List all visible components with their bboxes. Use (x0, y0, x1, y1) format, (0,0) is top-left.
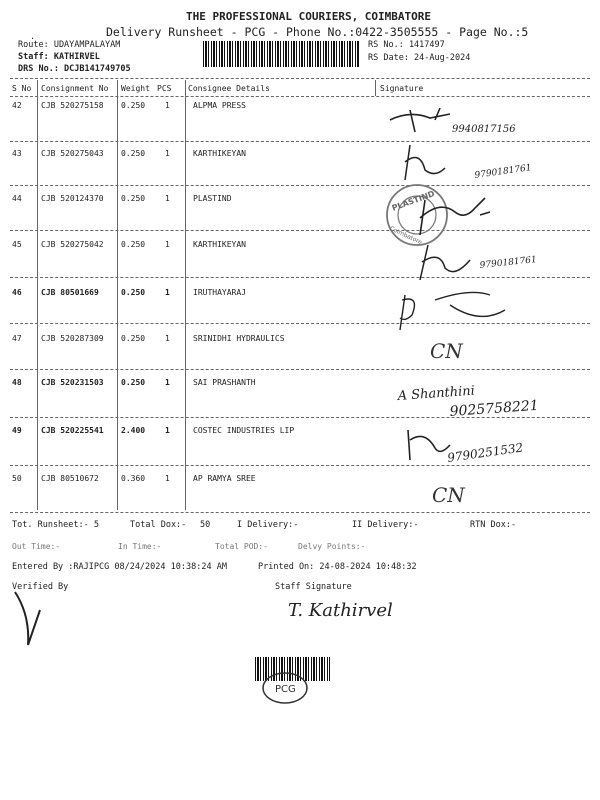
row-weight: 0.250 (121, 240, 146, 249)
rtn-dox: RTN Dox:- (470, 520, 517, 530)
signature-stroke (408, 430, 450, 460)
row-consignment: CJB 520231503 (41, 378, 104, 387)
col-weight: Weight (121, 84, 150, 93)
row-weight: 0.360 (121, 474, 146, 483)
signature-stroke (420, 198, 490, 235)
signature-stroke (405, 145, 445, 180)
dot-mark: . (30, 32, 36, 42)
signature-stroke (400, 292, 505, 330)
col-sep-3 (185, 80, 186, 510)
row-consignee: SAI PRASHANTH (193, 378, 256, 387)
row-pcs: 1 (165, 288, 170, 297)
staff-signature-label: Staff Signature (275, 582, 352, 592)
staff-signature-text: T. Kathirvel (288, 600, 393, 621)
runsheet-subtitle: Delivery Runsheet - PCG - Phone No.:0422-3505555 - Page No.:5 (106, 25, 529, 39)
handwritten-phone-42: 9940817156 (452, 124, 516, 135)
verified-signature-stroke (15, 592, 40, 645)
row-consignment: CJB 520225541 (41, 426, 104, 435)
row-weight: 0.250 (121, 101, 146, 110)
col-consignee: Consignee Details (188, 84, 270, 93)
row-sno: 48 (12, 378, 22, 387)
row-sno: 49 (12, 426, 22, 435)
delvy-points: Delvy Points:- (298, 542, 366, 551)
row-consignee: AP RAMYA SREE (193, 474, 256, 483)
route-label: Route: UDAYAMPALAYAM (18, 40, 121, 50)
stamp-text: PLASTIND (390, 189, 436, 213)
in-time: In Time:- (118, 542, 162, 551)
handwritten-cn-50: CN (432, 483, 465, 507)
handwritten-cn-47: CN (430, 339, 463, 363)
row-consignee: ALPMA PRESS (193, 101, 246, 110)
row-consignee: KARTHIKEYAN (193, 149, 246, 158)
verified-by-label: Verified By (12, 582, 69, 592)
col-sep-2 (117, 80, 118, 510)
header-divider-top (10, 78, 590, 79)
row-sno: 43 (12, 149, 22, 158)
row-sno: 50 (12, 474, 22, 483)
row-consignment: CJB 520275043 (41, 149, 104, 158)
total-runsheet: Tot. Runsheet:- 5 (12, 520, 99, 530)
row-weight: 2.400 (121, 426, 146, 435)
total-dox-label: Total Dox:- (130, 520, 187, 530)
row-weight: 0.250 (121, 288, 146, 297)
handwritten-phone-45: 9790181761 (479, 255, 538, 271)
row-weight: 0.250 (121, 334, 146, 343)
col-signature: Signature (380, 84, 424, 93)
drs-number: DRS No.: DCJB141749705 (18, 64, 131, 74)
row-weight: 0.250 (121, 149, 146, 158)
handwritten-phone-43: 9790181761 (474, 163, 533, 181)
total-pod: Total POD:- (215, 542, 268, 551)
row-consignee: PLASTIND (193, 194, 232, 203)
staff-signature (280, 592, 430, 632)
handwritten-phone-49: 9790251532 (446, 440, 525, 465)
signature-stroke (390, 108, 450, 132)
row-pcs: 1 (165, 101, 170, 110)
col-pcs: PCS (157, 84, 172, 93)
row-pcs: 1 (165, 240, 170, 249)
rs-number: RS No.: 1417497 (368, 40, 445, 50)
row-sno: 46 (12, 288, 22, 297)
row-weight: 0.250 (121, 194, 146, 203)
row-sno: 47 (12, 334, 22, 343)
out-time: Out Time:- (12, 542, 61, 551)
col-sno: S No (12, 84, 32, 93)
verified-signature (10, 590, 100, 650)
header-divider-bottom (10, 96, 590, 97)
staff-label: Staff: KATHIRVEL (18, 52, 100, 62)
handwritten-name-48: A Shanthini (397, 383, 476, 404)
row-consignment: CJB 520287309 (41, 334, 104, 343)
handwritten-phone-48: 9025758221 (449, 397, 540, 420)
col-consignment: Consignment No (41, 84, 109, 93)
row-sno: 42 (12, 101, 22, 110)
row-consignment: CJB 520275042 (41, 240, 104, 249)
total-dox-value: 50 (200, 520, 211, 530)
entered-by: Entered By :RAJIPCG 08/24/2024 10:38:24 AM (12, 562, 227, 572)
header-barcode (203, 41, 360, 67)
col-sep-1 (37, 80, 38, 510)
row-consignee: SRINIDHI HYDRAULICS (193, 334, 285, 343)
row-pcs: 1 (165, 426, 170, 435)
row-pcs: 1 (165, 194, 170, 203)
company-title: THE PROFESSIONAL COURIERS, COIMBATORE (186, 10, 432, 23)
row-consignee: IRUTHAYARAJ (193, 288, 246, 297)
col-sep-4 (375, 80, 376, 96)
pcg-stamp (255, 662, 325, 712)
row-consignment: CJB 80510672 (41, 474, 99, 483)
row-consignment: CJB 80501669 (41, 288, 99, 297)
stamp-subtext: Coimbatore (388, 225, 423, 247)
row-consignment: CJB 520275158 (41, 101, 104, 110)
row-weight: 0.250 (121, 378, 146, 387)
printed-on: Printed On: 24-08-2024 10:48:32 (258, 562, 417, 572)
ii-delivery: II Delivery:- (352, 520, 419, 530)
row-pcs: 1 (165, 149, 170, 158)
row-consignee: COSTEC INDUSTRIES LIP (193, 426, 295, 435)
row-pcs: 1 (165, 378, 170, 387)
row-consignment: CJB 520124370 (41, 194, 104, 203)
row-consignee: KARTHIKEYAN (193, 240, 246, 249)
row-pcs: 1 (165, 334, 170, 343)
signature-column (380, 100, 600, 520)
pcg-stamp-text: PCG (275, 684, 296, 695)
row-pcs: 1 (165, 474, 170, 483)
row-sno: 44 (12, 194, 22, 203)
rs-date: RS Date: 24-Aug-2024 (368, 53, 471, 63)
row-sno: 45 (12, 240, 22, 249)
signature-stroke (420, 245, 470, 280)
i-delivery: I Delivery:- (237, 520, 299, 530)
